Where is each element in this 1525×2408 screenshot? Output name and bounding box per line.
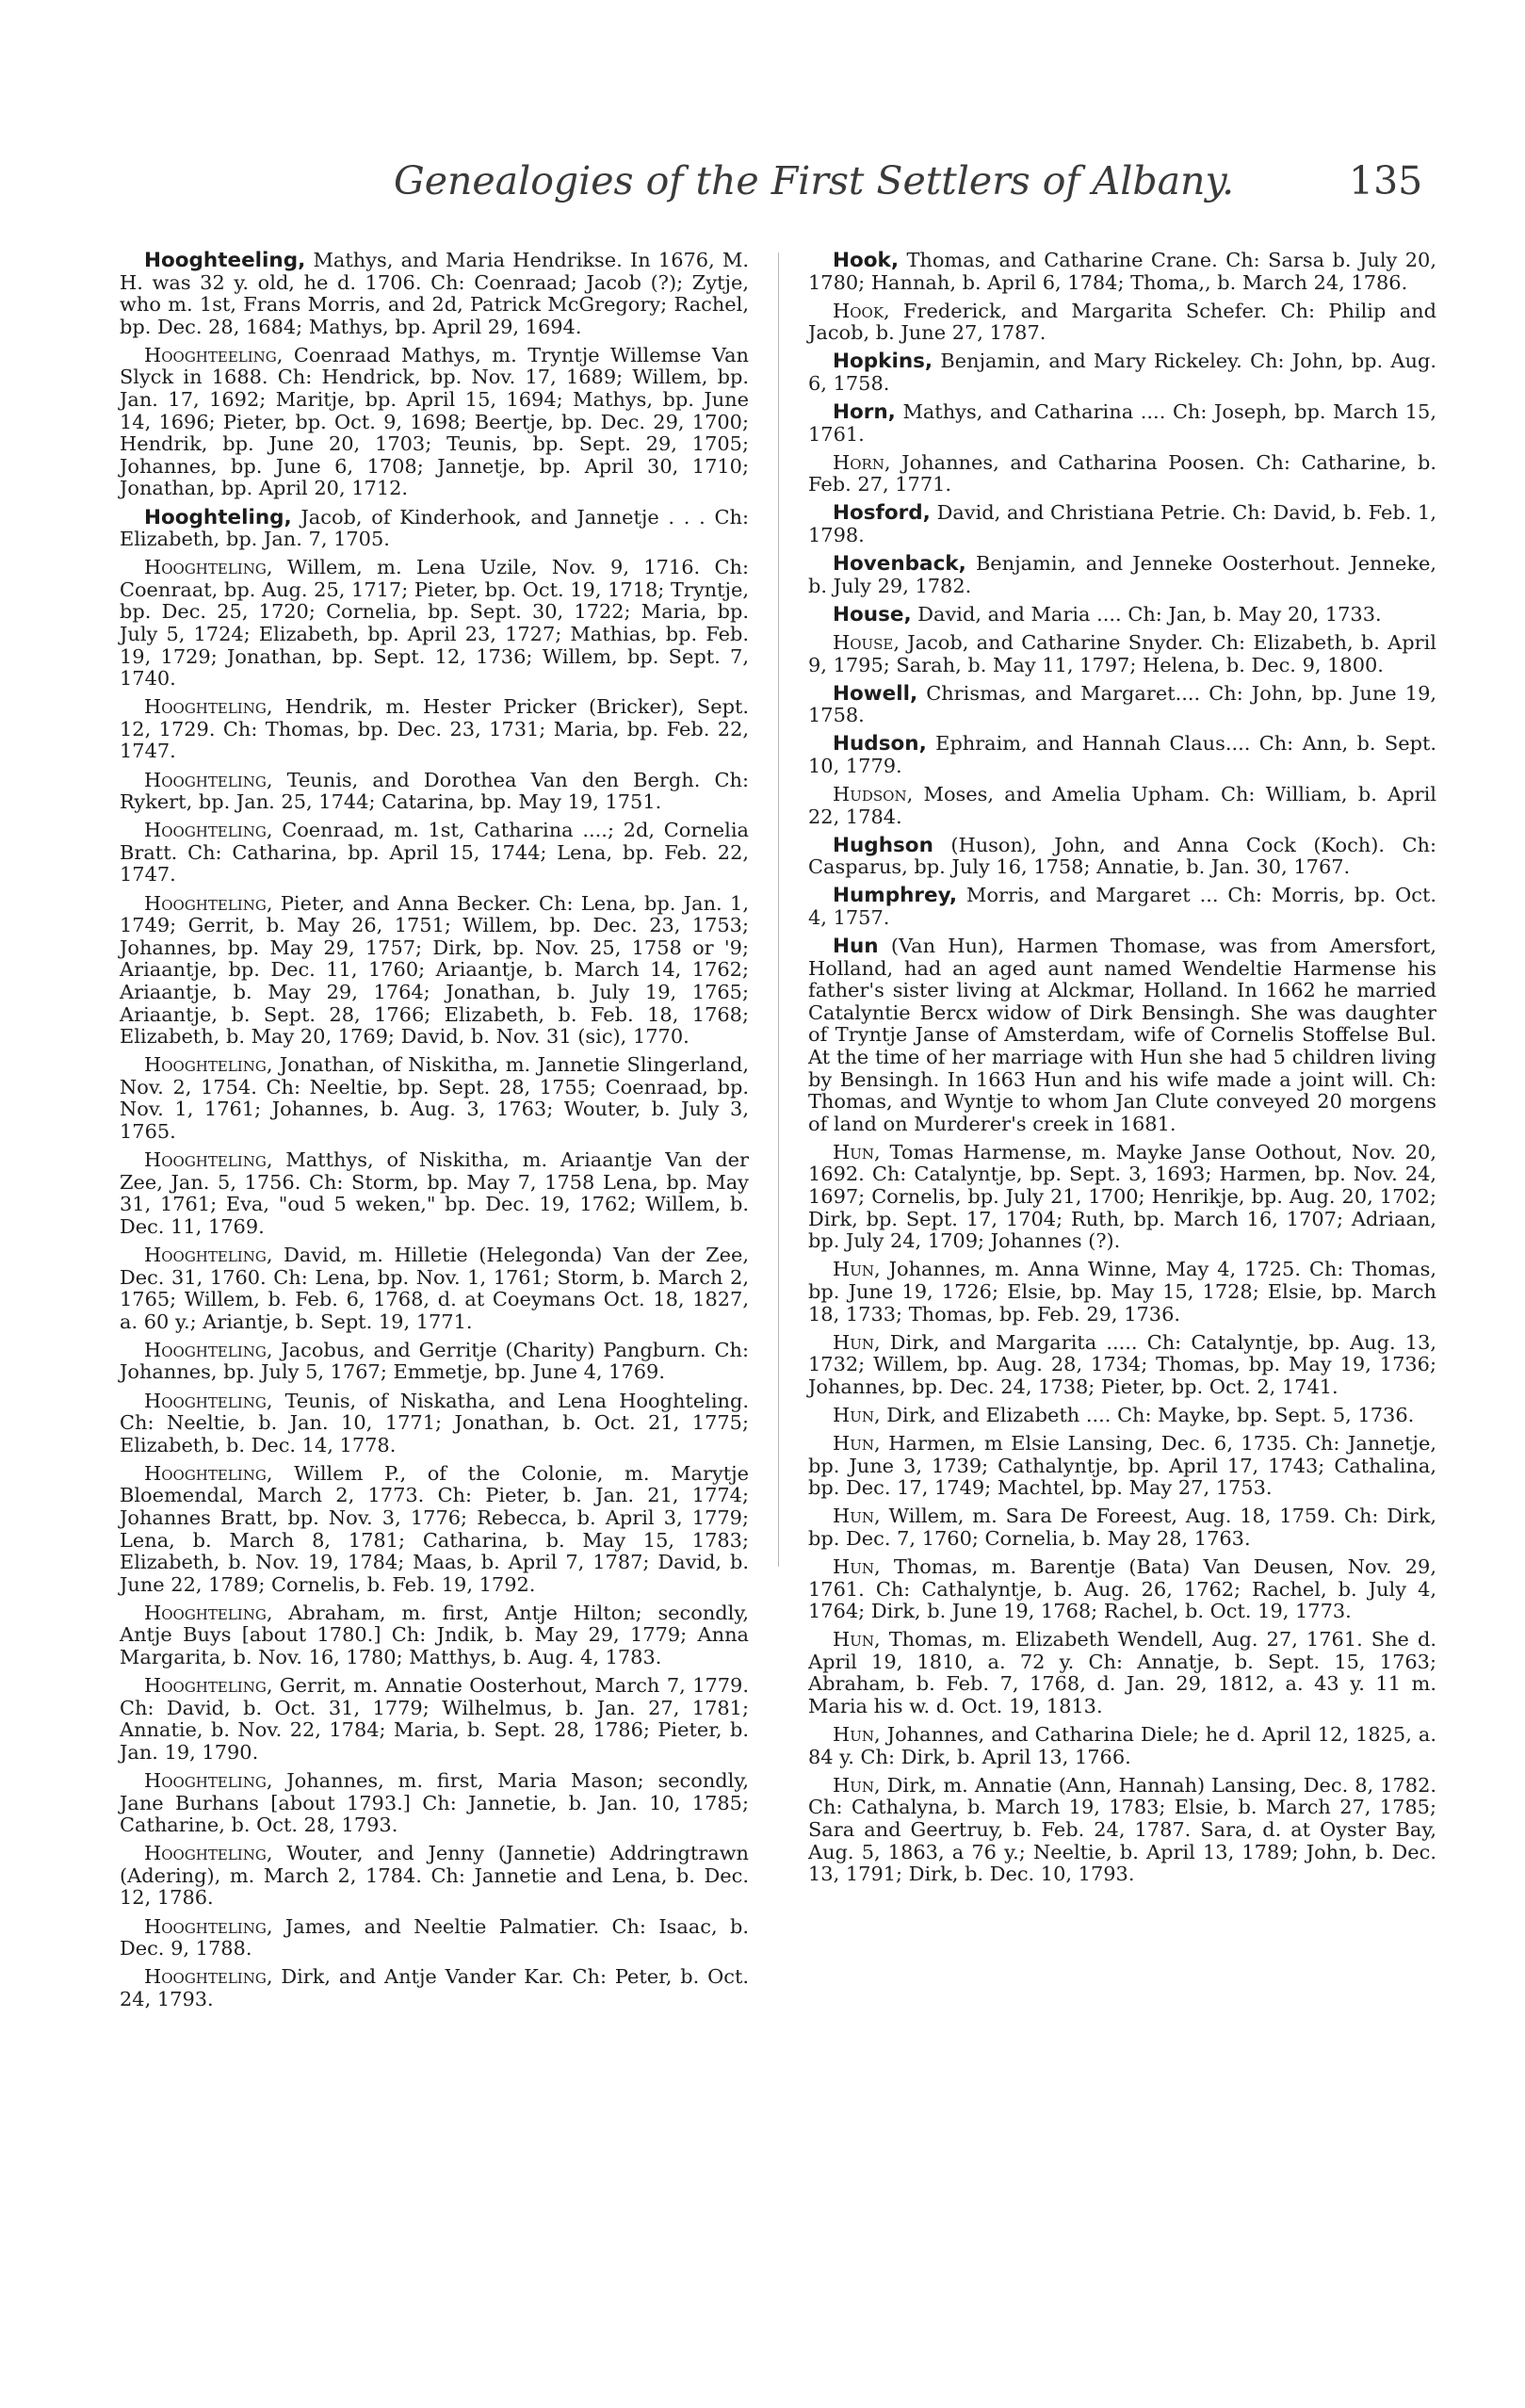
entry-text: Thomas, m. Barentje (Bata) Van Deusen, Nov. 29, 1761. Ch: Cathalyntje, b. Aug. 26, 1762; Rachel, b. July 4, 1764; Dirk, b. June 19, 1768; Rachel, b. Oct. 19, 1773.: [808, 1554, 1436, 1623]
entry-text: Ephraim, and Hannah Claus.... Ch: Ann, b. Sept. 10, 1779.: [808, 732, 1436, 777]
entry-surname: Hovenback,: [833, 552, 966, 577]
genealogy-entry: [808, 1556, 1436, 1623]
entry-text: Frederick, and Margarita Schefer. Ch: Philip and Jacob, b. June 27, 1787.: [808, 299, 1436, 345]
entry-text: Dirk, m. Annatie (Ann, Hannah) Lansing, Dec. 8, 1782. Ch: Cathalyna, b. March 19, 1783; Elsie, b. March 27, 1785; Sara and Geertruy, b. Feb. 24, 1787. Sara, d. at Oyster Bay, Aug. 5, 1863, a 76 y.; Neeltie, b. April 13, 1789; John, b. Dec. 13, 1791; Dirk, b. Dec. 10, 1793.: [808, 1773, 1436, 1886]
entry-surname: Hooghteling,: [144, 1842, 273, 1865]
entry-text: Harmen, m Elsie Lansing, Dec. 6, 1735. Ch: Jannetje, bp. June 3, 1739; Cathalyntje, bp. April 17, 1743; Cathalina, bp. Dec. 17, 1749; Machtel, bp. May 27, 1753.: [808, 1432, 1436, 1500]
entry-surname: Hun,: [833, 1723, 881, 1747]
genealogy-entry: [808, 733, 1436, 777]
entry-surname: Hopkins,: [833, 350, 933, 374]
entry-text: Mathys, and Maria Hendrikse. In 1676, M. H. was 32 y. old, he d. 1706. Ch: Coenraad; Jacob (?); Zytje, who m. 1st, Frans Morris, and 2d, Patrick McGregory; Rachel, bp. Dec. 28, 1684; Mathys, bp. April 29, 1694.: [120, 249, 749, 338]
genealogy-entry: [120, 1245, 749, 1333]
genealogy-entry: [808, 936, 1436, 1135]
genealogy-entry: [120, 1340, 749, 1384]
entry-text: Mathys, and Catharina .... Ch: Joseph, bp. March 15, 1761.: [808, 400, 1436, 446]
genealogy-entry: [120, 250, 749, 338]
genealogy-entry: [808, 1724, 1436, 1768]
entry-text: Coenraad, m. 1st, Catharina ....; 2d, Cornelia Bratt. Ch: Catharina, bp. April 15, 1744; Lena, bp. Feb. 22, 1747.: [120, 819, 749, 887]
entry-text: Dirk, and Antje Vander Kar. Ch: Peter, b. Oct. 24, 1793.: [120, 1965, 749, 2010]
column-divider: [778, 252, 779, 1567]
entry-surname: Hooghteling,: [144, 505, 292, 529]
entry-text: Hendrik, m. Hester Pricker (Bricker), Sept. 12, 1729. Ch: Thomas, bp. Dec. 23, 1731; Maria, bp. Feb. 22, 1747.: [120, 695, 749, 763]
entry-text: Pieter, and Anna Becker. Ch: Lena, bp. Jan. 1, 1749; Gerrit, b. May 26, 1751; Willem, bp. Dec. 23, 1753; Johannes, bp. May 29, 1757; Dirk, bp. Nov. 25, 1758 or '9; Ariaantje, bp. Dec. 11, 1760; Ariaantje, b. March 14, 1762; Ariaantje, b. May 29, 1764; Jonathan, b. July 19, 1765; Ariaantje, b. Sept. 28, 1766; Elizabeth, b. Feb. 18, 1768; Elizabeth, b. May 20, 1769; David, b. Nov. 31 (sic), 1770.: [120, 891, 749, 1049]
entry-surname: Hook,: [833, 249, 900, 272]
entry-text: Jacob, of Kinderhook, and Jannetje . . . Ch: Elizabeth, bp. Jan. 7, 1705.: [120, 505, 749, 551]
entry-surname: Hooghteeling,: [144, 249, 306, 272]
entry-surname: Hooghteling,: [144, 1053, 273, 1077]
genealogy-entry: [120, 1463, 749, 1597]
genealogy-entry: [808, 1505, 1436, 1550]
entry-text: Coenraad Mathys, m. Tryntje Willemse Van Slyck in 1688. Ch: Hendrick, bp. Nov. 17, 1689; Willem, bp. Jan. 17, 1692; Maritje, bp. April 15, 1694; Mathys, bp. June 14, 1696; Pieter, bp. Oct. 9, 1698; Beertje, bp. Dec. 29, 1700; Hendrik, bp. June 20, 1703; Teunis, bp. Sept. 29, 1705; Johannes, bp. June 6, 1708; Jannetje, bp. April 30, 1710; Jonathan, bp. April 20, 1712.: [120, 343, 749, 500]
genealogy-entry: [120, 1916, 749, 1961]
entry-surname: Hooghteling,: [144, 1338, 273, 1361]
entry-text: David, and Maria .... Ch: Jan, b. May 20, 1733.: [911, 602, 1382, 626]
genealogy-entry: [808, 1259, 1436, 1326]
entry-surname: Humphrey,: [833, 884, 958, 908]
genealogy-entry: [808, 604, 1436, 626]
running-head: [0, 158, 1525, 215]
entry-text: Moses, and Amelia Upham. Ch: William, b. April 22, 1784.: [808, 782, 1436, 828]
entry-text: Willem P., of the Colonie, m. Marytje Bloemendal, March 2, 1773. Ch: Pieter, b. Jan. 21, 1774; Johannes Bratt, bp. Nov. 3, 1776; Rebecca, b. April 3, 1779; Lena, b. March 8, 1781; Catharina, b. May 15, 1783; Elizabeth, b. Nov. 19, 1784; Maas, b. April 7, 1787; David, b. June 22, 1789; Cornelis, b. Feb. 19, 1792.: [120, 1461, 749, 1596]
entry-surname: Hun,: [833, 1432, 881, 1455]
entry-surname: Hun,: [833, 1403, 881, 1426]
genealogy-entry: [808, 1775, 1436, 1886]
entry-text: Benjamin, and Jenneke Oosterhout. Jenneke, b. July 29, 1782.: [808, 552, 1436, 597]
genealogy-entry: [120, 507, 749, 551]
genealogy-entry: [808, 835, 1436, 879]
genealogy-entry: [120, 345, 749, 500]
entry-surname: Howell,: [833, 681, 918, 706]
genealogy-entry: [120, 1603, 749, 1669]
page-number: 135: [1349, 158, 1423, 203]
entry-text: Jonathan, of Niskitha, m. Jannetie Slingerland, Nov. 2, 1754. Ch: Neeltie, bp. Sept. 28, 1755; Coenraad, bp. Nov. 1, 1761; Johannes, b. Aug. 3, 1763; Wouter, b. July 3, 1765.: [120, 1053, 749, 1143]
entry-text: Wouter, and Jenny (Jannetie) Addringtrawn (Adering), m. March 2, 1784. Ch: Jannetie and Lena, b. Dec. 12, 1786.: [120, 1842, 749, 1910]
entry-surname: Horn,: [833, 400, 896, 425]
genealogy-entry: [808, 1405, 1436, 1427]
entry-surname: Hun,: [833, 1628, 881, 1651]
entry-text: Johannes, m. Anna Winne, May 4, 1725. Ch: Thomas, bp. June 19, 1726; Elsie, bp. May 15, 1728; Elsie, bp. March 18, 1733; Thomas, bp. Feb. 29, 1736.: [808, 1258, 1436, 1326]
genealogy-entry: [120, 557, 749, 691]
entry-text: Johannes, and Catharina Diele; he d. April 12, 1825, a. 84 y. Ch: Dirk, b. April 13, 1766.: [808, 1723, 1436, 1768]
entry-text: Dirk, and Elizabeth .... Ch: Mayke, bp. Sept. 5, 1736.: [880, 1403, 1415, 1426]
entry-text: Jacob, and Catharine Snyder. Ch: Elizabeth, b. April 9, 1795; Sarah, b. May 11, 1797; Helena, b. Dec. 9, 1800.: [808, 630, 1436, 676]
entry-surname: Hooghteling,: [144, 1769, 273, 1792]
entry-surname: Hooghteling,: [144, 1461, 273, 1485]
entry-text: Morris, and Margaret ... Ch: Morris, bp. Oct. 4, 1757.: [808, 884, 1436, 929]
genealogy-entry: [808, 885, 1436, 929]
entry-surname: Hun,: [833, 1330, 881, 1354]
entry-text: Willem, m. Sara De Foreest, Aug. 18, 1759. Ch: Dirk, bp. Dec. 7, 1760; Cornelia, b. May 28, 1763.: [808, 1505, 1436, 1550]
entry-text: Abraham, m. first, Antje Hilton; secondly, Antje Buys [about 1780.] Ch: Jndik, b. May 29, 1779; Anna Margarita, b. Nov. 16, 1780; Matthys, b. Aug. 4, 1783.: [120, 1601, 749, 1669]
genealogy-entry: [808, 401, 1436, 446]
genealogy-entry: [808, 250, 1436, 294]
genealogy-entry: [120, 1770, 749, 1837]
genealogy-entry: [120, 1675, 749, 1764]
genealogy-entry: [808, 301, 1436, 345]
entry-surname: Hooghteling,: [144, 556, 273, 579]
entry-surname: House,: [833, 630, 900, 654]
genealogy-entry: [808, 452, 1436, 496]
genealogy-entry: [808, 1142, 1436, 1253]
entry-surname: Hooghteling,: [144, 1914, 273, 1938]
entry-surname: Hun,: [833, 1140, 881, 1163]
entry-text: Willem, m. Lena Uzile, Nov. 9, 1716. Ch: Coenraat, bp. Aug. 25, 1717; Pieter, bp. Oct. 19, 1718; Tryntje, bp. Dec. 25, 1720; Cornelia, bp. Sept. 30, 1722; Maria, bp. July 5, 1724; Elizabeth, bp. April 23, 1727; Mathias, bp. Feb. 19, 1729; Jonathan, bp. Sept. 12, 1736; Willem, bp. Sept. 7, 1740.: [120, 556, 749, 691]
entry-text: David, m. Hilletie (Helegonda) Van der Zee, Dec. 31, 1760. Ch: Lena, bp. Nov. 1, 1761; Storm, b. March 2, 1765; Willem, b. Feb. 6, 1768, d. at Coeymans Oct. 18, 1827, a. 60 y.; Ariantje, b. Sept. 19, 1771.: [120, 1243, 749, 1333]
genealogy-entry: [120, 893, 749, 1049]
entry-surname: Hooghteling,: [144, 819, 273, 842]
entry-surname: Hooghteling,: [144, 1148, 273, 1172]
entry-surname: Hooghteling,: [144, 1674, 273, 1698]
genealogy-entry: [120, 1149, 749, 1238]
entry-surname: Hooghteling,: [144, 891, 273, 915]
entry-text: Matthys, of Niskitha, m. Ariaantje Van der Zee, Jan. 5, 1756. Ch: Storm, bp. May 7, 1758 Lena, bp. May 31, 1761; Eva, "oud 5 weken," bp. Dec. 19, 1762; Willem, b. Dec. 11, 1769.: [120, 1148, 749, 1238]
genealogy-entry: [808, 683, 1436, 727]
entry-surname: Horn,: [833, 450, 891, 474]
genealogy-entry: [808, 632, 1436, 676]
genealogy-entry: [808, 1433, 1436, 1500]
genealogy-entry: [120, 820, 749, 887]
genealogy-entry: [808, 553, 1436, 597]
entry-surname: Hooghteling,: [144, 768, 273, 791]
entry-surname: Hun,: [833, 1505, 881, 1528]
entry-text: (Huson), John, and Anna Cock (Koch). Ch: Casparus, bp. July 16, 1758; Annatie, b. Jan. 30, 1767.: [808, 833, 1436, 879]
entry-text: Johannes, and Catharina Poosen. Ch: Catharine, b. Feb. 27, 1771.: [808, 450, 1436, 496]
entry-surname: Hooghteling,: [144, 1965, 273, 1989]
genealogy-entry: [120, 1054, 749, 1143]
entry-text: Thomas, m. Elizabeth Wendell, Aug. 27, 1761. She d. April 19, 1810, a. 72 y. Ch: Annatje, b. Sept. 15, 1763; Abraham, b. Feb. 7, 1768, d. Jan. 29, 1812, a. 43 y. 11 m. Maria his w. d. Oct. 19, 1813.: [808, 1628, 1436, 1718]
genealogy-entry: [120, 1966, 749, 2010]
genealogy-entry: [120, 1843, 749, 1910]
entry-text: Tomas Harmense, m. Mayke Janse Oothout, Nov. 20, 1692. Ch: Catalyntje, bp. Sept. 3, 1693; Harmen, bp. Nov. 24, 1697; Cornelis, bp. July 21, 1700; Henrikje, bp. Aug. 20, 1702; Dirk, bp. Sept. 17, 1704; Ruth, bp. March 16, 1707; Adriaan, bp. July 24, 1709; Johannes (?).: [808, 1140, 1436, 1253]
entry-surname: House,: [833, 602, 912, 626]
entry-surname: Hun,: [833, 1258, 881, 1281]
entry-text: Teunis, of Niskatha, and Lena Hooghteling. Ch: Neeltie, b. Jan. 10, 1771; Jonathan, b. Oct. 21, 1775; Elizabeth, b. Dec. 14, 1778.: [120, 1389, 749, 1456]
genealogy-entry: [808, 1629, 1436, 1717]
entry-surname: Hudson,: [833, 732, 927, 757]
entry-surname: Hooghteeling,: [144, 343, 284, 366]
page-title: Genealogies of the First Settlers of Albany.: [394, 158, 1235, 203]
genealogy-entry: [808, 350, 1436, 395]
entry-surname: Hun: [833, 935, 879, 959]
entry-surname: Hooghteling,: [144, 1601, 273, 1624]
entry-surname: Hooghteling,: [144, 1389, 273, 1412]
entry-text: Johannes, m. first, Maria Mason; secondly, Jane Burhans [about 1793.] Ch: Jannetie, b. Jan. 10, 1785; Catharine, b. Oct. 28, 1793.: [120, 1769, 749, 1837]
genealogy-entry: [808, 1332, 1436, 1399]
entry-text: Thomas, and Catharine Crane. Ch: Sarsa b. July 20, 1780; Hannah, b. April 6, 1784; Thoma,, b. March 24, 1786.: [808, 249, 1436, 294]
entry-surname: Hun,: [833, 1554, 881, 1578]
entry-text: (Van Hun), Harmen Thomase, was from Amersfort, Holland, had an aged aunt named Wendeltie Harmense his father's sister living at Alckmar, Holland. In 1662 he married Catalyntie Bercx widow of Dirk Bensingh. She was daughter of Tryntje Janse of Amsterdam, wife of Cornelis Stoffelse Bul. At the time of her marriage with Hun she had 5 children living by Bensingh. In 1663 Hun and his wife made a joint will. Ch: Thomas, and Wyntje to whom Jan Clute conveyed 20 morgens of land on Murderer's creek in 1681.: [808, 935, 1436, 1135]
genealogy-entry: [120, 696, 749, 763]
entry-surname: Hooghteling,: [144, 695, 273, 719]
entry-text: Dirk, and Margarita ..... Ch: Catalyntje, bp. Aug. 13, 1732; Willem, bp. Aug. 28, 1734; Thomas, bp. May 19, 1736; Johannes, bp. Dec. 24, 1738; Pieter, bp. Oct. 2, 1741.: [808, 1330, 1436, 1398]
genealogy-entry: [808, 784, 1436, 828]
entry-text: Teunis, and Dorothea Van den Bergh. Ch: Rykert, bp. Jan. 25, 1744; Catarina, bp. May 19, 1751.: [120, 768, 749, 814]
entry-text: Jacobus, and Gerritje (Charity) Pangburn. Ch: Johannes, bp. July 5, 1767; Emmetje, bp. June 4, 1769.: [120, 1338, 749, 1384]
entry-surname: Hudson,: [833, 782, 914, 805]
entry-text: James, and Neeltie Palmatier. Ch: Isaac, b. Dec. 9, 1788.: [120, 1914, 749, 1961]
entry-surname: Hughson: [833, 833, 933, 857]
entry-text: Benjamin, and Mary Rickeley. Ch: John, bp. Aug. 6, 1758.: [808, 350, 1436, 395]
left-column: [120, 250, 749, 2374]
entry-surname: Hun,: [833, 1773, 881, 1797]
entry-text: Gerrit, m. Annatie Oosterhout, March 7, 1779. Ch: David, b. Oct. 31, 1779; Wilhelmus, b. Jan. 27, 1781; Annatie, b. Nov. 22, 1784; Maria, b. Sept. 28, 1786; Pieter, b. Jan. 19, 1790.: [120, 1674, 749, 1764]
entry-text: David, and Christiana Petrie. Ch: David, b. Feb. 1, 1798.: [808, 501, 1436, 547]
entry-surname: Hosford,: [833, 501, 931, 526]
genealogy-entry: [120, 770, 749, 814]
genealogy-entry: [808, 502, 1436, 546]
genealogy-entry: [120, 1391, 749, 1457]
entry-surname: Hook,: [833, 299, 890, 322]
entry-text: Chrismas, and Margaret.... Ch: John, bp. June 19, 1758.: [808, 681, 1436, 727]
right-column: [808, 250, 1436, 2374]
entry-surname: Hooghteling,: [144, 1243, 273, 1266]
